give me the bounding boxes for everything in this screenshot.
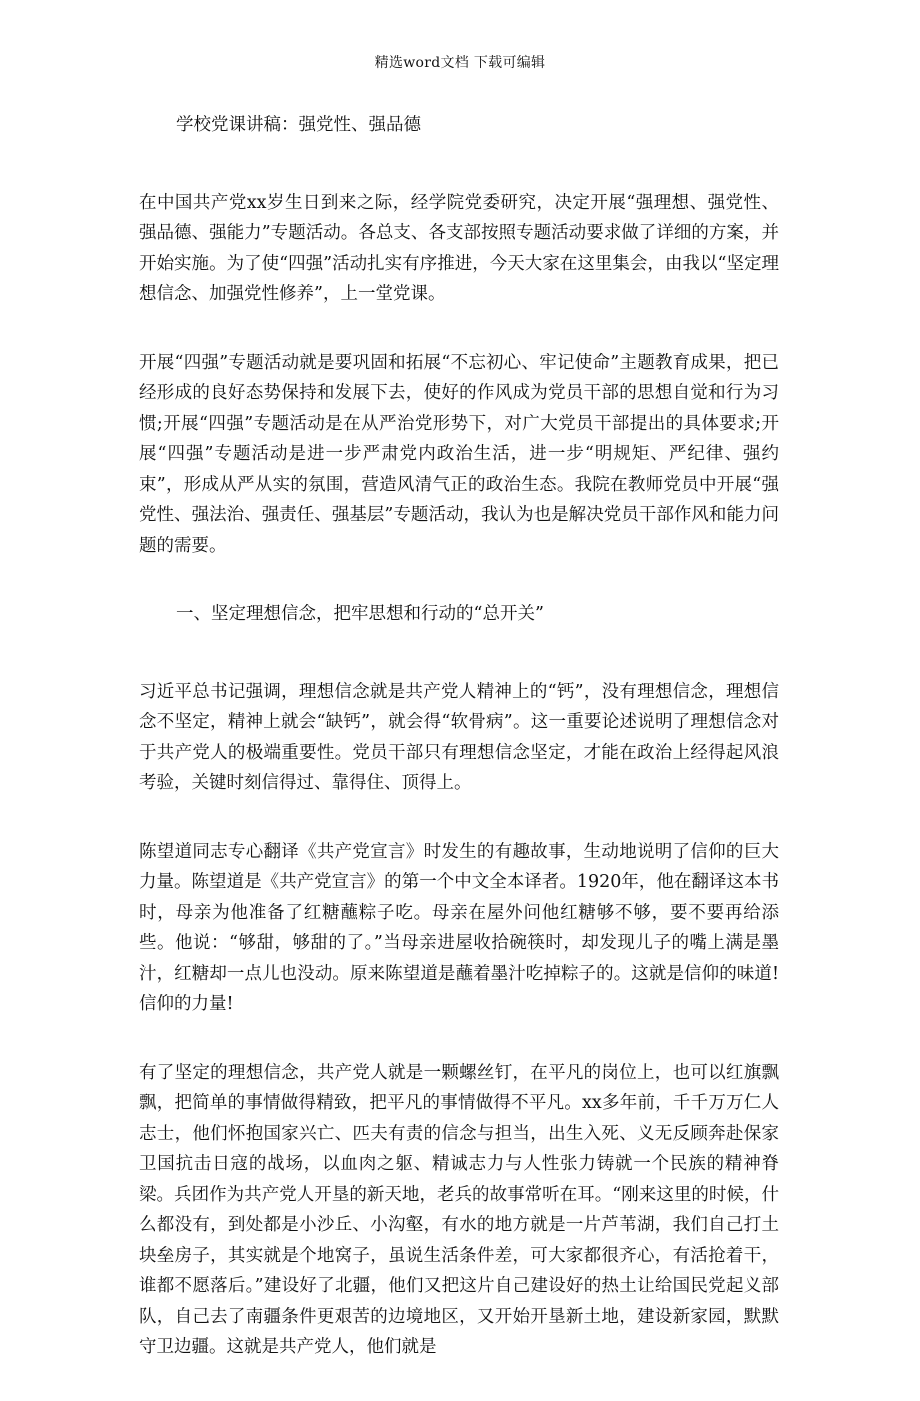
page-header: 精选word文档 下载可编辑 [374,55,546,71]
paragraph-ideals: 习近平总书记强调，理想信念就是共产党人精神上的“钙”，没有理想信念，理想信念不坚定，精神上就会“缺钙”，就会得“软骨病”。这一重要论述说明了理想信念对于共产党人的极端重要性。党员干部只有理想信念坚定，才能在政治上经得起风浪考验，关键时刻信得过、靠得住、顶得上。 [139,681,779,793]
paragraph-chen-wangdao: 陈望道同志专心翻译《共产党宣言》时发生的有趣故事，生动地说明了信仰的巨大力量。陈望道是《共产党宣言》的第一个中文全本译者。1920年，他在翻译这本书时，母亲为他准备了红糖蘸粽子吃。母亲在屋外问他红糖够不够，要不要再给添些。他说：“够甜，够甜的了。”当母亲进屋收拾碗筷时，却发现儿子的嘴上满是墨汁，红糖却一点儿也没动。原来陈望道是蘸着墨汁吃掉粽子的。这就是信仰的味道!信仰的力量! [139,841,779,1014]
paragraph-screw-spirit: 有了坚定的理想信念，共产党人就是一颗螺丝钉，在平凡的岗位上，也可以红旗飘飘，把简单的事情做得精致，把平凡的事情做得不平凡。xx多年前，千千万万仁人志士，他们怀抱国家兴亡、匹夫有责的信念与担当，出生入死、义无反顾奔赴保家卫国抗击日寇的战场，以血肉之躯、精诚志力与人性张力铸就一个民族的精神脊梁。兵团作为共产党人开垦的新天地，老兵的故事常听在耳。“刚来这里的时候，什么都没有，到处都是小沙丘、小沟壑，有水的地方就是一片芦苇湖，我们自己打土块垒房子，其实就是个地窝子，虽说生活条件差，可大家都很齐心，有活抢着干，谁都不愿落后。”建设好了北疆，他们又把这片自己建设好的热土让给国民党起义部队，自己去了南疆条件更艰苦的边境地区，又开始开垦新土地，建设新家园，默默守卫边疆。这就是共产党人，他们就是 [139,1062,779,1357]
paragraph-intro: 在中国共产党xx岁生日到来之际，经学院党委研究，决定开展“强理想、强党性、强品德、强能力”专题活动。各总支、各支部按照专题活动要求做了详细的方案，并开始实施。为了使“四强”活动扎实有序推进，今天大家在这里集会，由我以“坚定理想信念、加强党性修养”，上一堂党课。 [139,192,779,304]
document-title: 学校党课讲稿：强党性、强品德 [176,115,421,135]
paragraph-four-strengths: 开展“四强”专题活动就是要巩固和拓展“不忘初心、牢记使命”主题教育成果，把已经形成的良好态势保持和发展下去，使好的作风成为党员干部的思想自觉和行为习惯;开展“四强”专题活动是在从严治党形势下，对广大党员干部提出的具体要求;开展“四强”专题活动是进一步严肃党内政治生活，进一步“明规矩、严纪律、强约束”，形成从严从实的氛围，营造风清气正的政治生态。我院在教师党员中开展“强党性、强法治、强责任、强基层”专题活动，我认为也是解决党员干部作风和能力问题的需要。 [139,352,779,556]
document-body [139,110,779,1401]
section-heading: 一、坚定理想信念，把牢思想和行动的“总开关” [176,604,544,624]
